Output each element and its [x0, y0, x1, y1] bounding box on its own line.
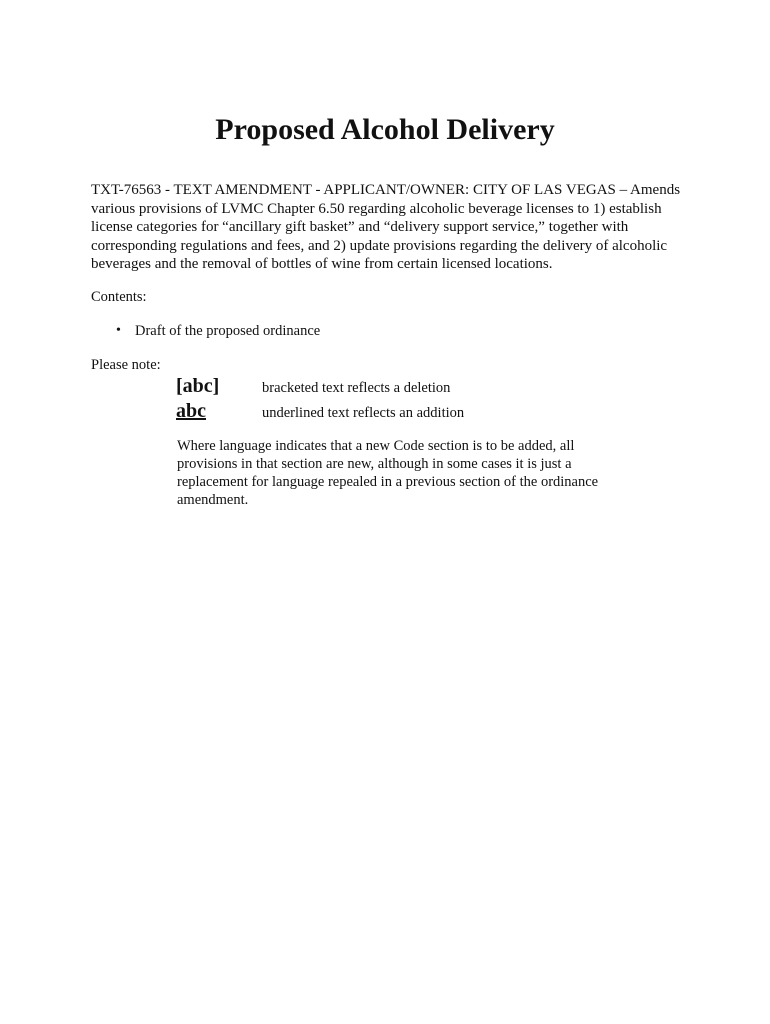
addition-sample: abc	[176, 400, 206, 422]
note-label: Please note:	[91, 357, 161, 373]
document-title: Proposed Alcohol Delivery	[215, 113, 555, 146]
legend-row-addition	[176, 399, 464, 423]
bullet-icon: •	[116, 323, 121, 338]
deletion-description: bracketed text reflects a deletion	[262, 380, 451, 396]
list-item-text: Draft of the proposed ordinance	[135, 323, 321, 339]
contents-label: Contents:	[91, 289, 147, 305]
list-item	[91, 322, 320, 340]
amendment-description: TXT-76563 - TEXT AMENDMENT - APPLICANT/OWNER: CITY OF LAS VEGAS – Amends various provisions of LVMC Chapter 6.50 regarding alcoholic beverage licenses to 1) establish license categories for “ancillary gift basket” and “delivery support service,” together with corresponding regulations and fees, and 2) update provisions regarding the delivery of alcoholic beverages and the removal of bottles of wine from certain licensed locations.	[91, 182, 681, 273]
addition-description: underlined text reflects an addition	[262, 405, 465, 421]
legend-row-deletion	[176, 374, 450, 398]
closing-note: Where language indicates that a new Code section is to be added, all provisions in that section are new, although in some cases it is just a replacement for language repealed in a previous section of the ordinance amendment.	[177, 438, 599, 508]
contents-list	[91, 322, 320, 340]
deletion-sample: [abc]	[176, 375, 220, 397]
